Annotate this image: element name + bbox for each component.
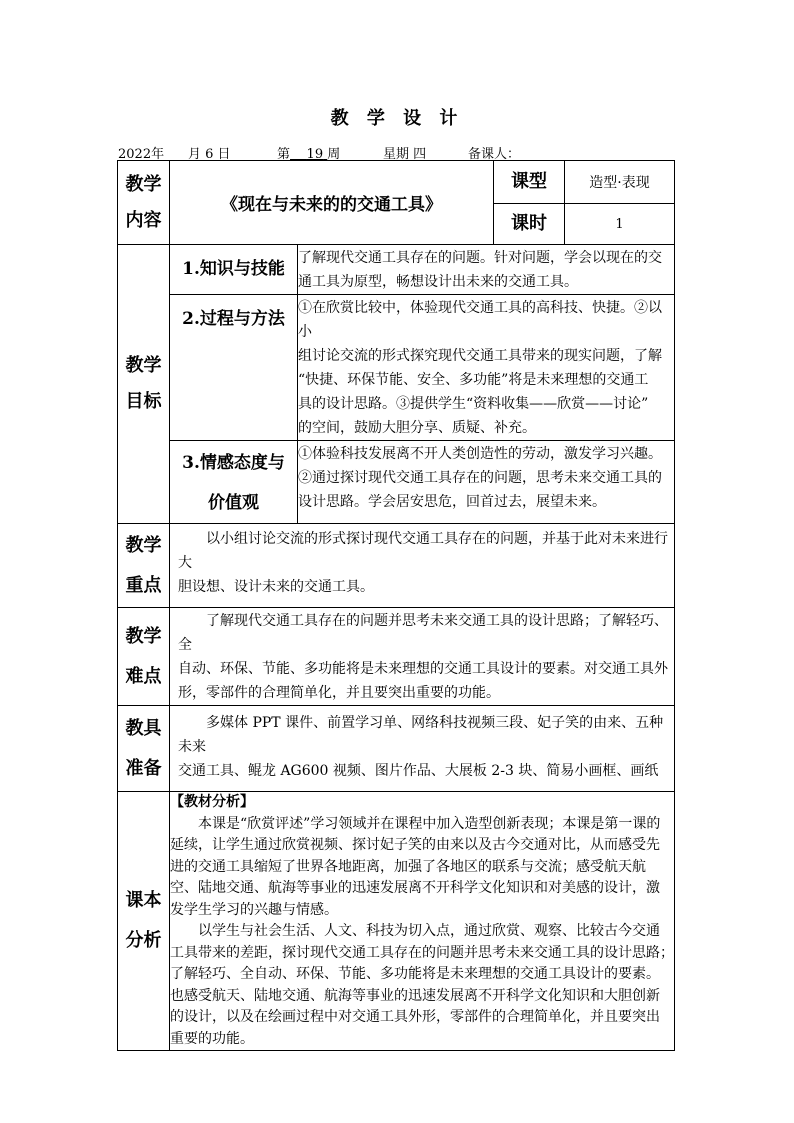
hours-value: 1 — [565, 204, 675, 245]
meta-preparer: 备课人： — [468, 147, 521, 162]
meta-year: 2022年 — [118, 147, 165, 162]
objective-1-name: 1.知识与技能 — [170, 245, 298, 295]
tools-label: 教具 准备 — [118, 706, 170, 792]
type-label: 课型 — [494, 161, 565, 204]
objective-2-text: ①在欣赏比较中，体验现代交通工具的高科技、快捷。②以小 组讨论交流的形式探究现代交通工具带来的现实问题，了解 “快捷、环保节能、安全、多功能”将是未来理想的交通工 具的设计思路。③提供学生“资料收集——欣赏——讨论” 的空间，鼓励大胆分享、质疑、补充。 — [298, 295, 675, 441]
focus-label: 教学 重点 — [118, 524, 170, 608]
lesson-title: 《现在与未来的的交通工具》 — [170, 161, 494, 245]
objective-3-text: ①体验科技发展离不开人类创造性的劳动，激发学习兴趣。 ②通过探讨现代交通工具存在的问题，思考未来交通工具的 设计思路。学会居安思危，回首过去，展望未来。 — [298, 441, 675, 524]
type-value: 造型·表现 — [565, 161, 675, 204]
meta-week-suffix: 周 — [327, 147, 341, 162]
analysis-text: 【教材分析】 本课是“欣赏评述”学习领域并在课程中加入造型创新表现；本课是第一课的 延续，让学生通过欣赏视频、探讨妃子笑的由来以及古今交通对比，从而感受先 进的交通工具缩短了世界各地距离，加强了各地区的联系与交流；感受航天航 空、陆地交通、航海等事业的迅速发展离不开科学文化知识和对美感的设计，激 发学生学习的兴趣与情感。 以学生与社会生活、人文、科技为切入点，通过欣赏、观察、比较古今交通 工具带来的差距，探讨现代交通工具存在的问题并思考未来交通工具的设计思路； 了解轻巧、全自动、环保、节能、多功能将是未来理想的交通工具设计的要素。 也感受航天、陆地交通、航海等事业的迅速发展离不开科学文化知识和大胆创新 的设计，以及在绘画过程中对交通工具外形，零部件的合理简单化，并且要突出 重要的功能。 — [170, 792, 675, 1051]
objectives-label: 教学 目标 — [118, 245, 170, 524]
meta-week-prefix: 第 — [277, 147, 291, 162]
objective-3-name: 3.情感态度与 价值观 — [170, 441, 298, 524]
lesson-table — [117, 160, 675, 1051]
analysis-label: 课本 分析 — [118, 792, 170, 1051]
page-title: 教 学 设 计 — [330, 108, 464, 129]
difficulty-label: 教学 难点 — [118, 608, 170, 706]
objective-2-name: 2.过程与方法 — [170, 295, 298, 441]
meta-week-num: 19 — [306, 147, 324, 162]
tools-text: 多媒体 PPT 课件、前置学习单、网络科技视频三段、妃子笑的由来、五种未来 交通工具、鲲龙 AG600 视频、图片作品、大展板 2-3 块、简易小画框、画纸 — [170, 706, 675, 792]
focus-text: 以小组讨论交流的形式探讨现代交通工具存在的问题，并基于此对未来进行大 胆设想、设计未来的交通工具。 — [170, 524, 675, 608]
objective-1-text: 了解现代交通工具存在的问题。针对问题，学会以现在的交 通工具为原型，畅想设计出未来的交通工具。 — [298, 245, 675, 295]
meta-month-day: 月 6 日 — [188, 147, 231, 162]
meta-weekday: 星期 四 — [383, 147, 427, 162]
analysis-heading: 【教材分析】 — [170, 794, 254, 810]
difficulty-text: 了解现代交通工具存在的问题并思考未来交通工具的设计思路；了解轻巧、全 自动、环保、节能、多功能将是未来理想的交通工具设计的要素。对交通工具外 形，零部件的合理简单化，并且要突出重要的功能。 — [170, 608, 675, 706]
hours-label: 课时 — [494, 204, 565, 245]
content-label: 教学 内容 — [118, 161, 170, 245]
